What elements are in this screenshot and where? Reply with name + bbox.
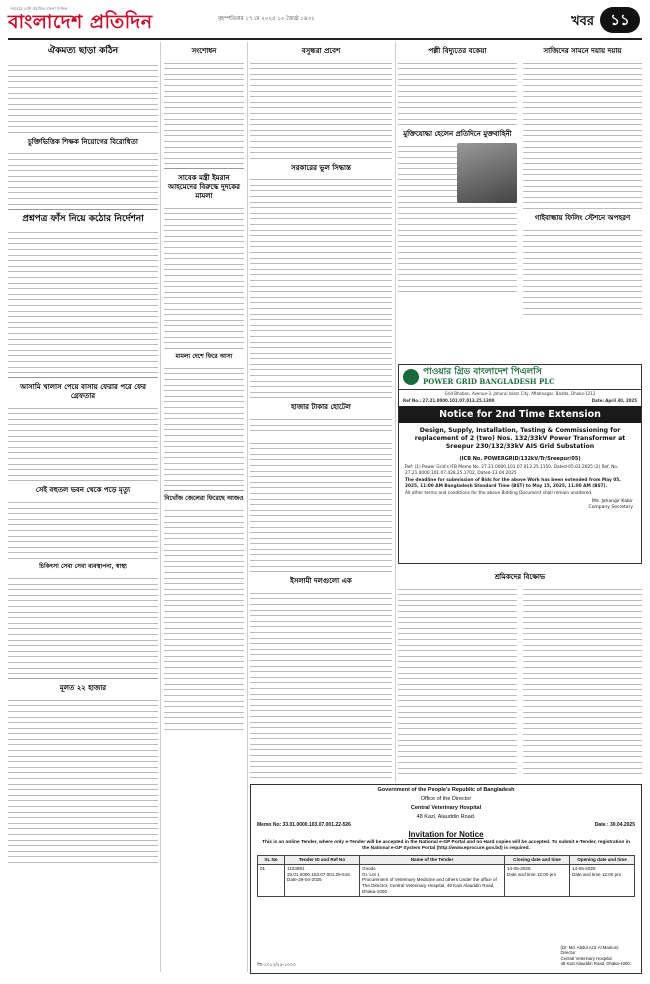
memo-number: Memo No: 33.01.0000.103.07.001.22-526 — [257, 822, 351, 828]
table-cell: Goods Gr. Lot 1 Procurement of Veterinary Medicine and others Under the office of The Director, Central Veterinary Hospital, 48 Kazi Alauddin Road, Dhaka-1000 — [360, 864, 505, 896]
article-body — [523, 584, 642, 774]
article-headline[interactable]: ইসলামী দলগুলো এক — [290, 576, 352, 586]
article-headline[interactable]: বসুন্ধরা প্রবেশ — [301, 46, 341, 55]
table-header: Name of the Tender — [360, 856, 505, 865]
article-body — [8, 695, 158, 863]
signatory-name: (Dr. Md. Abdul Aziz Al Mamun) — [560, 944, 619, 950]
article-headline[interactable]: গাইবান্ধায় ফিলিং স্টেশনে অপহরণ — [534, 213, 631, 223]
deadline-text: The deadline for submission of Bids for the above Work has been extended from May 05, 2025, 11:00 AM Bangladesh Standard Time (BST) to May 15, 2025, 11:00 AM (BST). — [405, 478, 621, 489]
article-body — [8, 149, 158, 205]
terms-text: All other terms and conditions for the above Bidding Document shall remain unaltered. — [405, 491, 593, 497]
article-column-3 — [250, 42, 392, 432]
issue-date: বৃহস্পতিবার ১৭ মে ২০২৫ ১০ জ্যৈষ্ঠ ১৪৩২ — [218, 16, 315, 22]
hospital-address: 48 Kazi, Alauddin Road. — [416, 814, 476, 820]
column-divider — [395, 42, 396, 782]
memo-date: Date : 30.04.2025 — [594, 822, 635, 828]
article-body — [164, 363, 244, 486]
column-divider — [247, 42, 248, 972]
invitation-title: Invitation for Notice — [408, 830, 484, 839]
ad-code: জি-১০১২/২৫-১০০০ — [257, 962, 296, 967]
article-body — [250, 58, 392, 159]
ad-header — [399, 365, 641, 390]
article-body — [8, 573, 158, 674]
table-header: Opening date and time — [570, 856, 635, 865]
signatory-title: Company Secretary — [588, 504, 633, 510]
article-body — [250, 588, 392, 778]
page-number-badge: ১১ — [600, 7, 640, 33]
signatory-name: Md. Jahangir Kabir — [591, 498, 633, 504]
masthead — [8, 6, 642, 40]
article-body — [8, 228, 158, 373]
tender-title: Design, Supply, Installation, Testing & Commissioning for replacement of 2 (two) Nos. 132/33kV Power Transformer at Sreepur 230/132/33kV AIS Grid Substation — [414, 427, 626, 450]
icb-number: (ICB No. POWERGRID/132kV/Tr/Sreepur/05) — [459, 456, 581, 462]
section-label: খবর — [571, 14, 594, 29]
article-headline[interactable]: নিখোঁজ জেলেরা ফিরেছে আজও — [164, 495, 244, 503]
table-header: Closing date and time — [505, 856, 570, 865]
article-column-1 — [8, 42, 158, 972]
newspaper-logo[interactable]: বাংলাদেশ প্রতিদিন — [8, 11, 153, 33]
divider — [164, 168, 244, 169]
ref-line — [399, 397, 641, 404]
notice-banner: Notice for 2nd Time Extension — [399, 406, 641, 423]
hospital-name: Central Veterinary Hospital — [410, 805, 482, 811]
divider — [8, 377, 158, 378]
article-body — [523, 225, 642, 315]
article-headline[interactable]: চুক্তিভিত্তিক শিক্ষক নিয়োগের বিরোধিতা — [28, 136, 138, 146]
signatory-title: Director — [560, 950, 576, 956]
memo-line — [251, 821, 641, 829]
office-name: Office of the Director — [420, 796, 472, 802]
article-headline[interactable]: প্রশ্নপত্র ফাঁস নিয়ে কঠোর নির্দেশনা — [22, 213, 144, 224]
tender-table — [257, 855, 635, 897]
signatory-address: 48 Kazi Alauddin Road, Dhaka-1000. — [560, 961, 631, 967]
ref-number: Ref No.: 27.21.0000.101.07.013.25.1300 — [403, 398, 495, 403]
article-headline[interactable]: সরকারের ভুল সিদ্ধান্ত — [291, 162, 351, 172]
signatory-office: Central Veterinary Hospital — [560, 955, 612, 961]
table-cell: 14-05-2025 Date and time 12:00 pm — [570, 864, 635, 896]
company-address: Grid Bhaban, Avenue-3, Jahurul Islam City, Aftabnagar, Badda, Dhaka-1212 — [444, 391, 596, 396]
article-body — [250, 438, 392, 572]
article-headline[interactable]: সাজিদের সামনে দয়ায় দয়ায় — [543, 46, 622, 55]
masthead-tagline: সবচেয়ে বেশি প্রচারিত বাংলা দৈনিক — [10, 6, 67, 11]
article-column-4 — [398, 42, 642, 362]
tender-intro: This is an online Tender, where only e-Tender will be accepted in the National e-GP Portal and no Hard copies will be accepted. To submit e-Tender, registration in the National e-GP System Portal (http://www.eprocure.gov.bd) is required. — [262, 840, 630, 851]
power-grid-logo-icon — [403, 369, 419, 385]
company-name-bn: পাওয়ার গ্রিড বাংলাদেশ পিএলসি — [423, 367, 542, 377]
article-body — [250, 175, 392, 399]
article-headline[interactable]: মূলত ২২ হাজার — [59, 683, 107, 693]
article-body — [398, 584, 517, 774]
article-headline[interactable]: মামলা দেশে ফিরে আসা — [175, 352, 233, 360]
article-column-3b — [250, 438, 392, 778]
table-header: SL No — [258, 856, 285, 865]
article-body — [164, 58, 244, 164]
article-headline[interactable]: সেই বহুতল ভবন থেকে পড়ে মৃত্যু — [35, 485, 131, 495]
article-headline[interactable]: সংশোধন — [191, 46, 217, 55]
government-title: Government of the People's Republic of Bangladesh — [377, 787, 515, 793]
table-cell: 1103991 33.01.0000.103.07.001.25-516 Date-29-04-2025 — [285, 864, 360, 896]
article-headline[interactable]: শ্রমিকদের বিক্ষোভ — [494, 572, 546, 581]
divider — [164, 490, 244, 491]
signature-block — [561, 945, 631, 967]
article-body — [8, 403, 158, 481]
article-headline[interactable]: হাজার টাকার হোটেল — [291, 402, 351, 412]
article-headline[interactable]: ঐকমত্য ছাড়া কঠিন — [47, 46, 119, 56]
table-cell: 01 — [258, 864, 285, 896]
article-column-2 — [164, 42, 244, 972]
article-body — [8, 497, 158, 559]
article-body — [523, 58, 642, 209]
divider — [8, 678, 158, 679]
reference-list: Ref: (1) Power Grid's IFB Memo No. 27.21.0000.101.07.013.25.1150, Dated-05.03.2025 (2) Ref. No. 27.21.0000.101.07.428.25.1702, Dated-13.04.2025 — [405, 465, 619, 476]
ref-date: Date: April 30, 2025 — [591, 398, 637, 403]
divider — [8, 209, 158, 210]
article-body — [250, 414, 392, 432]
article-headline[interactable]: মুক্তিযোদ্ধা হেলেন প্রতিদিনে মুক্তবাহিনী — [403, 129, 512, 139]
company-name-en: POWER GRID BANGLADESH PLC — [423, 377, 555, 386]
article-headline[interactable]: সাবেক মন্ত্রী ইমরান আহমেদের বিরুদ্ধে দুদকের মামলা — [168, 173, 240, 201]
table-header-row — [258, 856, 635, 865]
article-column-4b — [398, 568, 642, 778]
government-tender-ad — [250, 784, 642, 974]
portrait-photo — [457, 143, 517, 203]
article-headline[interactable]: আসামি খালাস পেয়ে বাসায় ফেরার পরে ফের গ্রেফতার — [20, 382, 146, 401]
article-headline[interactable]: পল্লী বিদ্যুতের বকেয়া — [428, 46, 487, 55]
signature-block — [399, 497, 641, 513]
column-divider — [160, 42, 161, 972]
table-header: Tender ID and Ref No — [285, 856, 360, 865]
table-cell: 14-05-2025 Date and time 12:00 pm — [505, 864, 570, 896]
power-grid-tender-ad — [398, 364, 642, 564]
article-body — [164, 203, 244, 348]
article-headline[interactable]: চিকিৎসা সেবা সেবা ব্যবস্থাপনা, স্বাস্থ্য — [39, 562, 127, 570]
article-body — [398, 58, 517, 125]
table-row — [258, 864, 635, 896]
article-body — [164, 506, 244, 730]
article-body — [8, 60, 158, 133]
